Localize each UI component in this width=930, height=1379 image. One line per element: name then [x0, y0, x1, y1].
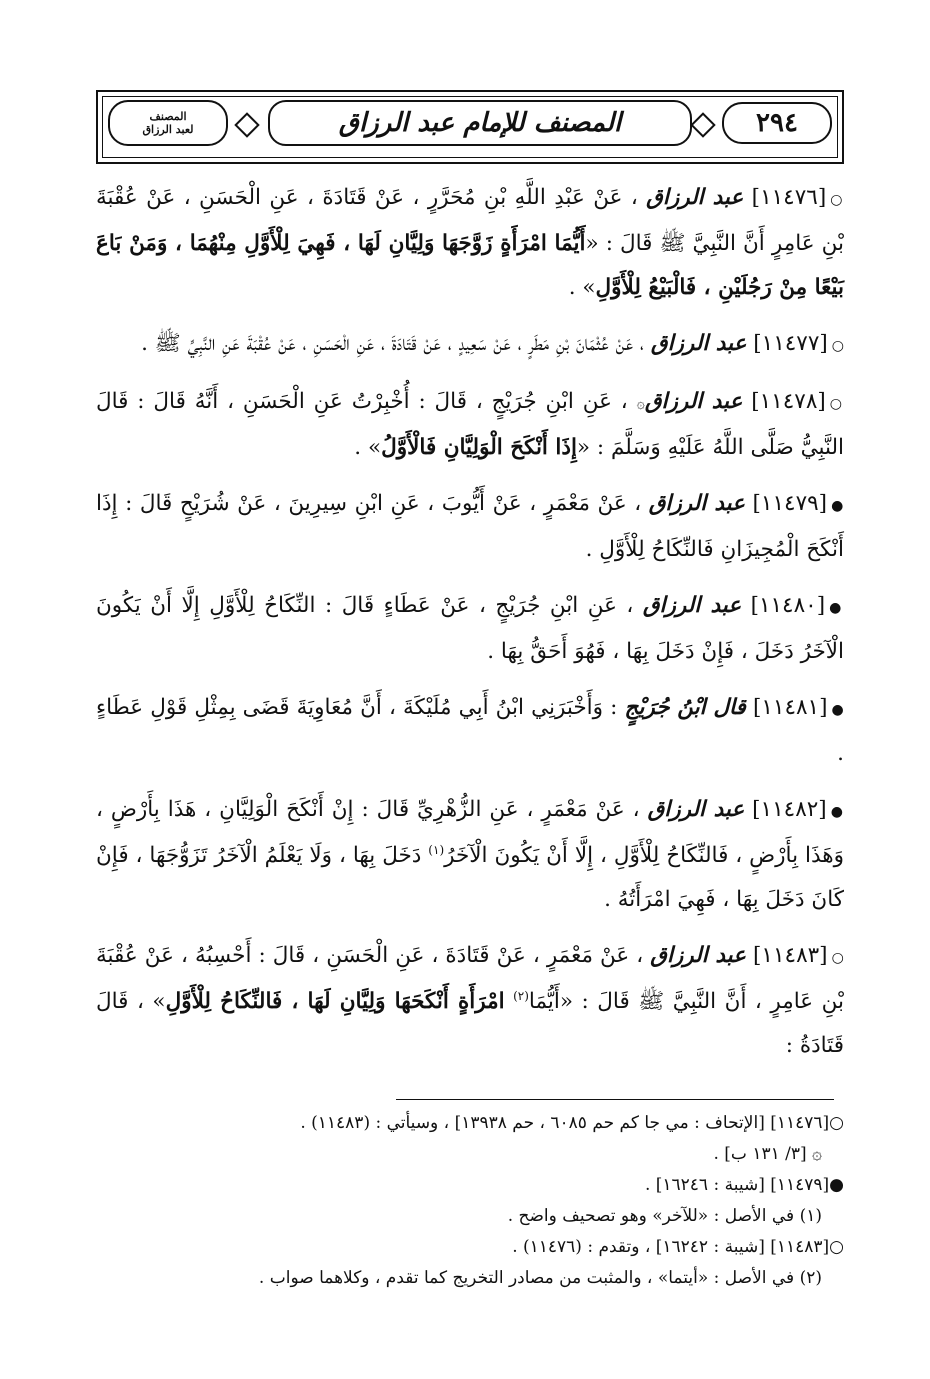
- entry-number: [١١٤٨٠]: [750, 593, 826, 618]
- page-header: [96, 90, 844, 164]
- entry-quote: أَيُّمَا امْرَأَةٍ زَوَّجَهَا وَلِيَّانِ لَهَا ، فَهِيَ لِلْأَوَّلِ مِنْهُمَا ، وَمَنْ بَاعَ بَيْعًا مِنْ رَجُلَيْنِ ، فَالْبَيْعُ لِلْأَوَّلِ: [96, 231, 844, 300]
- entry-text-end: » .: [568, 275, 596, 300]
- entry-text: : وَأَخْبَرَنِي ابْنُ أَبِي مُلَيْكَةَ ، أَنَّ مُعَاوِيَةَ قَضَى بِمِثْلِ قَوْلِ عَطَاءٍ .: [96, 695, 844, 766]
- entry-number: [١١٤٨١]: [752, 695, 828, 720]
- hadith-entry: [96, 584, 844, 674]
- folio-mark-icon: ۞: [636, 396, 645, 412]
- page-number: ٢٩٤: [722, 102, 832, 144]
- hadith-entry: [96, 934, 844, 1068]
- entry-text-end: دَخَلَ بِهَا ، وَلَا يَعْلَمُ الْآخَرُ تَزَوُّجَهَا ، فَإِنْ كَانَ دَخَلَ بِهَا ، فَهِيَ امْرَأَتُهُ .: [96, 843, 844, 912]
- entry-number: [١١٤٨٣]: [753, 943, 828, 968]
- footnote: (١) في الأصل : «للآخر» وهو تصحيف واضح .: [507, 1206, 822, 1226]
- entry-marker: ●: [831, 498, 844, 514]
- book-logo: [108, 100, 228, 146]
- hadith-entry: [96, 686, 844, 776]
- entry-marker: ●: [830, 804, 845, 820]
- footnote-separator: [396, 1099, 834, 1100]
- entry-marker: ●: [829, 600, 844, 616]
- entry-marker: ○: [831, 338, 844, 354]
- hadith-entry: [96, 380, 844, 470]
- entry-author: عبد الرزاق: [648, 491, 745, 516]
- entry-marker: ○: [830, 192, 844, 208]
- logo-line-1: المصنف: [149, 110, 187, 123]
- entry-number: [١١٤٧٦]: [751, 185, 827, 210]
- entry-author: عبد الرزاق: [644, 389, 743, 414]
- entry-text: ، عَنْ عُثْمَانَ بْنِ مَطَرٍ ، عَنْ سَعِيدٍ ، عَنْ قَتَادَةَ ، عَنِ الْحَسَنِ ، عَنْ عُقْبَةَ عَنِ النَّبِيِّ ﷺ .: [141, 331, 645, 356]
- footnote-ref[interactable]: (١): [428, 842, 445, 857]
- footnotes: [96, 1108, 844, 1294]
- footnote: ○[١١٤٨٣] [شيبة : ١٦٢٤٢] ، وتقدم : (١١٤٧٦) .: [512, 1237, 844, 1257]
- footnote: ○[١١٤٧٦] [الإتحاف : مي جا كم حم ٦٠٨٥ ، حم ١٣٩٣٨] ، وسيأتي : (١١٤٨٣) .: [300, 1113, 844, 1133]
- footnote-ref[interactable]: (٢): [513, 988, 529, 1003]
- entry-number: [١١٤٧٩]: [752, 491, 828, 516]
- hadith-entry: [96, 482, 844, 572]
- hadith-entry: [96, 176, 844, 310]
- entry-text: ، عَنِ ابْنِ جُرَيْجٍ ، قَالَ : أُخْبِرْتُ عَنِ الْحَسَنِ ، أَنَّهُ قَالَ : قَالَ النَّبِيُّ صَلَّى اللَّهُ عَلَيْهِ وَسَلَّمَ : «: [96, 389, 844, 460]
- footnote: ۞ [٣/ ١٣١ ب] .: [713, 1144, 822, 1164]
- entry-text: ، عَنْ مَعْمَرٍ ، عَنْ قَتَادَةَ ، عَنِ الْحَسَنِ ، قَالَ : أَحْسِبُهُ ، عَنْ عُقْبَةَ بْنِ عَامِرٍ ، أَنَّ النَّبِيَّ ﷺ قَالَ : «أَيُّمَا: [96, 943, 844, 1014]
- hadith-entry: [96, 788, 844, 922]
- entry-text: ، عَنْ مَعْمَرٍ ، عَنْ أَيُّوبَ ، عَنِ ابْنِ سِيرِينَ ، عَنْ شُرَيْحٍ قَالَ : إِذَا أَنْكَحَ الْمُجِيزَانِ فَالنِّكَاحُ لِلْأَوَّلِ .: [96, 491, 844, 562]
- entry-marker: ●: [831, 702, 844, 718]
- hadith-entry: [96, 322, 844, 368]
- entry-number: [١١٤٨٢]: [752, 797, 827, 822]
- entry-text: ، عَنْ عَبْدِ اللَّهِ بْنِ مُحَرَّرٍ ، عَنْ قَتَادَةَ ، عَنِ الْحَسَنِ ، عَنْ عُقْبَةَ بْنِ عَامِرٍ أَنَّ النَّبِيَّ ﷺ قَالَ : «: [96, 185, 845, 256]
- entry-author: عبد الرزاق: [646, 185, 744, 210]
- entry-text: ، عَنِ ابْنِ جُرَيْجٍ ، عَنْ عَطَاءٍ قَالَ : النِّكَاحُ لِلْأَوَّلِ إِلَّا أَنْ يَكُونَ الْآخَرُ دَخَلَ ، فَإِنْ دَخَلَ بِهَا ، فَهُوَ أَحَقُّ بِهَا .: [96, 593, 844, 664]
- entry-author: عبد الرزاق: [650, 331, 747, 356]
- book-title: المصنف للإمام عبد الرزاق: [268, 100, 692, 146]
- entry-marker: ○: [831, 950, 844, 966]
- entry-author: قال ابْنُ جُرَيْجٍ: [624, 695, 746, 720]
- hadith-entries: [96, 170, 844, 1080]
- entry-author: عبد الرزاق: [650, 943, 746, 968]
- entry-number: [١١٤٧٨]: [751, 389, 826, 414]
- entry-text-end: » ، قَالَ قَتَادَةُ :: [96, 989, 844, 1058]
- entry-text-end: » .: [354, 435, 382, 460]
- footnote: (٢) في الأصل : «أيتما» ، والمثبت من مصادر التخريج كما تقدم ، وكلاهما صواب .: [258, 1268, 822, 1288]
- entry-quote: امْرَأَةٍ أَنْكَحَهَا وَلِيَّانِ لَهَا ، فَالنِّكَاحُ لِلْأَوَّلِ: [165, 989, 505, 1014]
- entry-number: [١١٤٧٧]: [753, 331, 828, 356]
- logo-line-2: لعبد الرزاق: [142, 123, 194, 136]
- footnote: ●[١١٤٧٩] [شيبة : ١٦٢٤٦] .: [644, 1175, 844, 1195]
- entry-author: عبد الرزاق: [642, 593, 742, 618]
- entry-text: ، عَنْ مَعْمَرٍ ، عَنِ الزُّهْرِيِّ قَالَ : إِنْ أَنْكَحَ الْوَلِيَّانِ ، هَذَا بِأَرْضٍ ، وَهَذَا بِأَرْضٍ ، فَالنِّكَاحُ لِلْأَوَّلِ ، إِلَّا أَنْ يَكُونَ الْآخَرُ: [96, 797, 844, 868]
- entry-marker: ○: [829, 396, 845, 412]
- entry-author: عبد الرزاق: [647, 797, 745, 822]
- entry-quote: إِذَا أَنْكَحَ الْوَلِيَّانِ فَالْأَوَّلُ: [381, 435, 577, 460]
